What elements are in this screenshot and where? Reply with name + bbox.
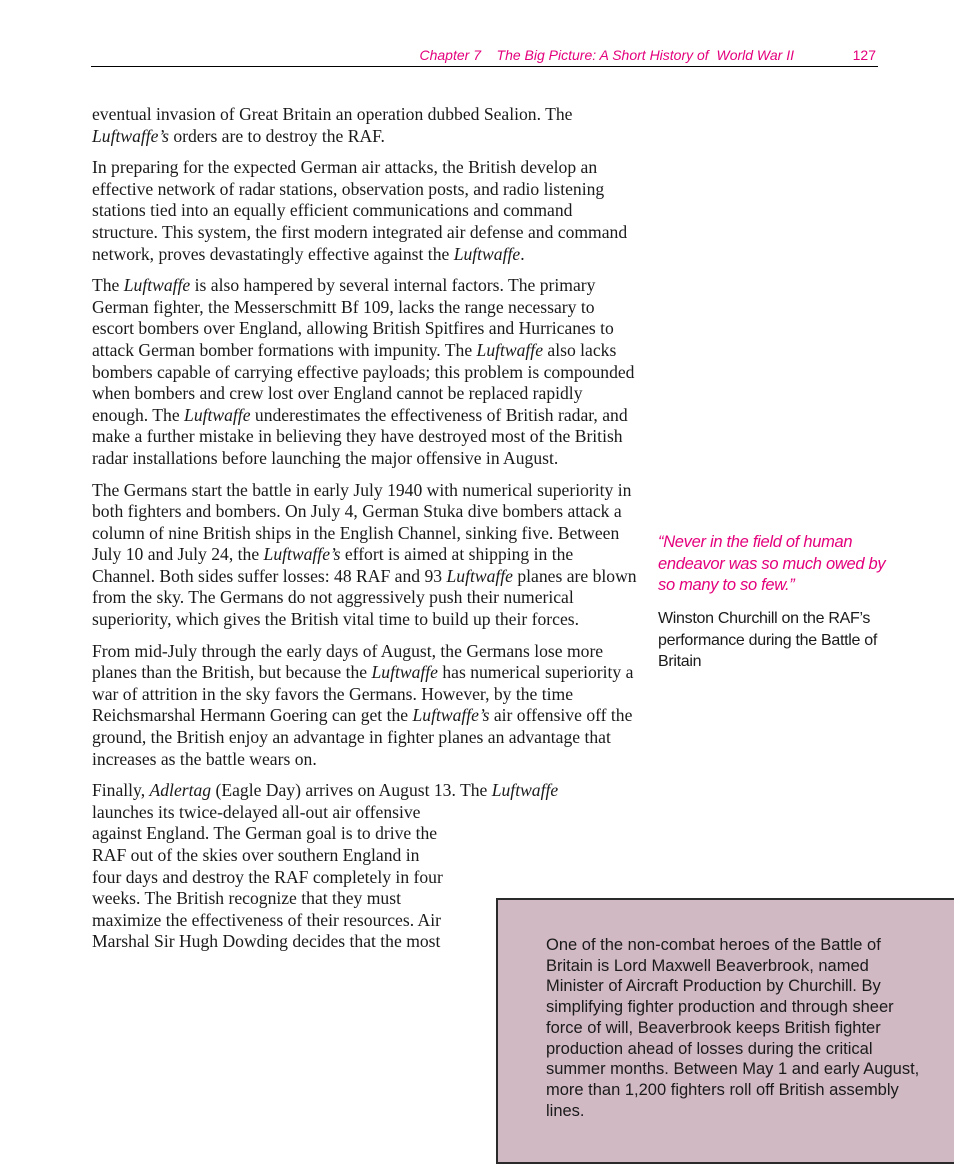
text-run: underestimates the effectiveness of British radar, and make a further mistake in believing they have destroyed most of the British radar installations before launching the major offensive in August. [92, 404, 628, 468]
page-number: 127 [852, 47, 876, 63]
running-title: Chapter 7 The Big Picture: A Short History of World War II [419, 47, 794, 63]
text-run: launches its twice-delayed all-out air offensive [92, 801, 421, 822]
italic-term: Luftwaffe [453, 243, 521, 264]
text-run: orders are to destroy the RAF. [168, 125, 385, 146]
paragraph-3 [92, 275, 640, 469]
text-run: air offensive off the ground, the British enjoy an advantage in fighter planes an advantage that increases as the battle wears on. [92, 705, 633, 769]
paragraph-4 [92, 480, 640, 631]
text-run: has numerical superiority a war of attrition in the sky favors the Germans. However, by the time Reichsmarshal Hermann Goering can get the [92, 662, 634, 726]
italic-term: Luftwaffe [476, 339, 544, 360]
quote-attribution: Winston Churchill on the RAF’s performance during the Battle of Britain [658, 610, 877, 670]
italic-term: Luftwaffe’s [412, 705, 490, 726]
text-run: . [520, 243, 525, 264]
paragraph-1 [92, 104, 640, 147]
text-run: maximize the effectiveness of their resources. Air [92, 909, 441, 930]
text-run: (Eagle Day) arrives on August 13. The [211, 780, 492, 801]
text-run: effort is aimed at shipping in the Channel. Both sides suffer losses: 48 RAF and 93 [92, 544, 574, 586]
italic-term: Luftwaffe [371, 662, 438, 683]
italic-term: Luftwaffe [123, 275, 191, 296]
text-run: is also hampered by several internal factors. The primary German fighter, the Messerschmitt Bf 109, lacks the range necessary to escort bombers over England, allowing British Spitfires and Hurricanes to attack German bomber formations with impunity. The [92, 275, 614, 360]
text-run: RAF out of the skies over southern England in [92, 845, 420, 865]
text-run: Finally, [92, 780, 150, 801]
italic-term: Luftwaffe’s [92, 125, 169, 146]
running-header [91, 46, 878, 67]
text-run: eventual invasion of Great Britain an operation dubbed Sealion. The [92, 104, 573, 124]
text-run: The [92, 275, 124, 296]
text-run: against England. The German goal is to drive the [92, 823, 438, 844]
italic-term: Luftwaffe [184, 404, 251, 425]
text-run: In preparing for the expected German air attacks, the British develop an effective network of radar stations, observation posts, and radio listening stations tied into an equally efficient communications and command structure. This system, the first modern integrated air defense and command network, proves devastatingly effective against the [92, 157, 628, 264]
text-run: The Germans start the battle in early July 1940 with numerical superiority in both fighters and bombers. On July 4, German Stuka dive bombers attack a column of nine British ships in the English Channel, sinking five. Between July 10 and July 24, the [92, 479, 632, 565]
paragraph-5 [92, 641, 640, 771]
text-run: weeks. The British recognize that they must [92, 888, 401, 909]
italic-term: Adlertag [149, 780, 212, 801]
sidebar-text: One of the non-combat heroes of the Battle of Britain is Lord Maxwell Beaverbrook, named Minister of Aircraft Production by Churchill. By simplifying fighter production and through sheer force of will, Beaverbrook keeps British fighter production ahead of losses during the critical summer months. Between May 1 and early August, more than 1,200 fighters roll off British assembly lines. [546, 936, 920, 1120]
italic-term: Luftwaffe [491, 780, 559, 801]
text-run: four days and destroy the RAF completely in four [92, 866, 443, 887]
text-run: also lacks bombers capable of carrying effective payloads; this problem is compounded when bombers and crew lost over England cannot be replaced rapidly enough. The [92, 339, 635, 425]
italic-term: Luftwaffe’s [263, 544, 341, 565]
text-run: From mid-July through the early days of August, the Germans lose more planes than the British, but because the [92, 640, 604, 683]
pull-quote: “Never in the field of human endeavor was so much owed by so many to so few.” [658, 533, 886, 594]
text-run: planes are blown from the sky. The Germans do not aggressively push their numerical superiority, which gives the British vital time to build up their forces. [92, 565, 637, 630]
text-run: Marshal Sir Hugh Dowding decides that the most [92, 931, 441, 952]
body-text-column [92, 104, 640, 963]
italic-term: Luftwaffe [446, 565, 513, 586]
paragraph-2 [92, 157, 640, 265]
sidebar-box [496, 898, 954, 1164]
